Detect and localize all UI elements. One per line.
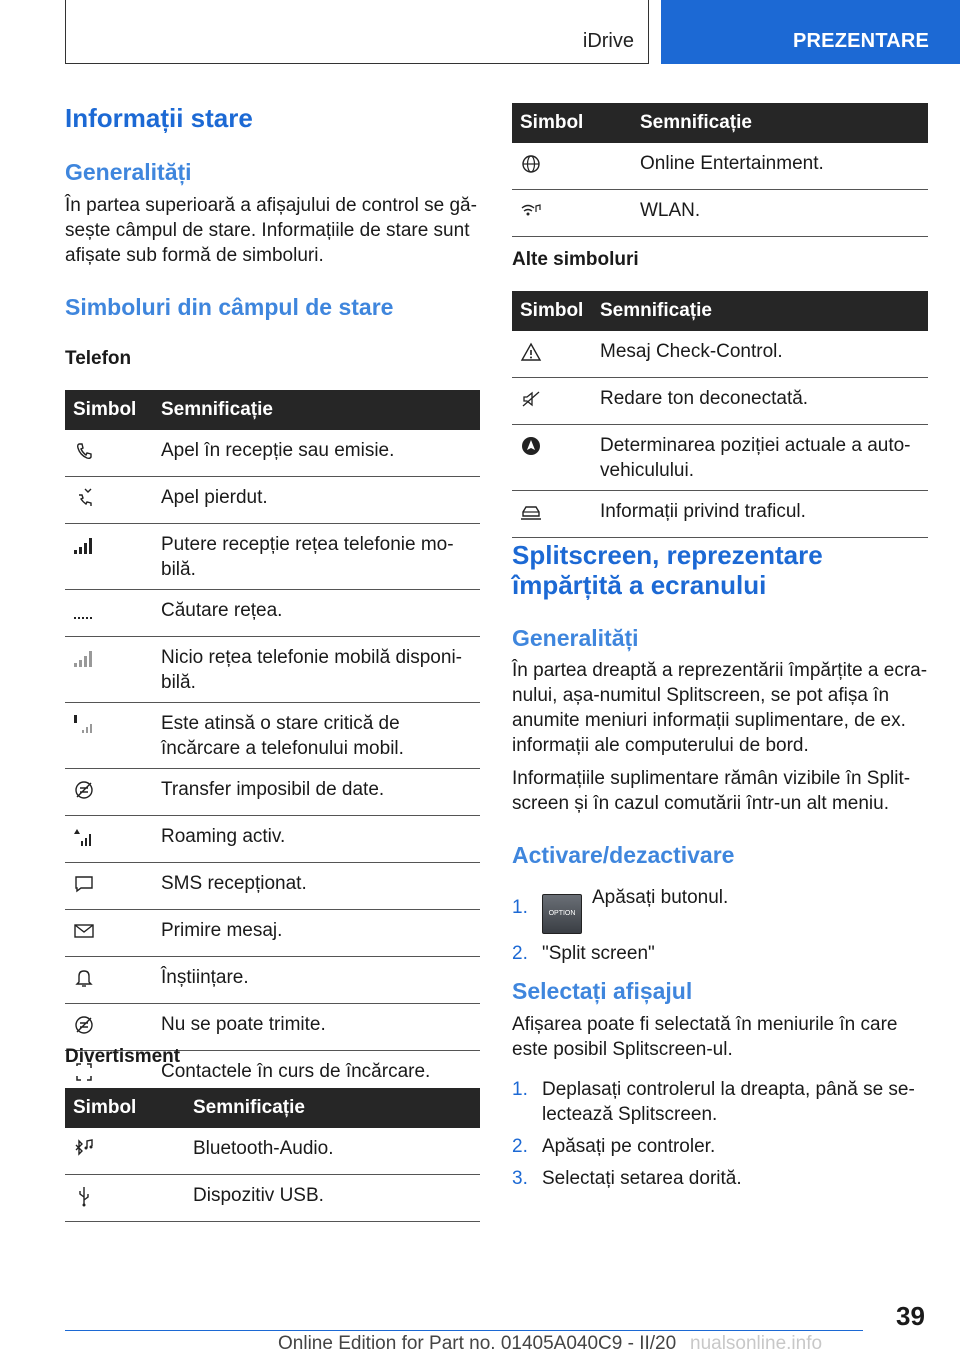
table-row: Online Entertainment. <box>512 143 928 190</box>
table-row: Nicio rețea telefonie mobilă disponi‐bilă. <box>65 637 480 703</box>
envelope-icon <box>73 920 95 942</box>
activation-steps <box>512 885 928 973</box>
general-heading: Generalități <box>65 159 192 185</box>
status-symbols-heading: Simboluri din câmpul de stare <box>65 294 394 320</box>
cannot-send-icon <box>73 1014 95 1036</box>
list-item: 1. OPTIONApăsați butonul. <box>512 885 928 934</box>
list-item: 1. Deplasați controlerul la dreapta, până se se‐lectează Splitscreen. <box>512 1079 915 1125</box>
col-meaning-header: Semnificație <box>153 390 480 430</box>
table-row: Bluetooth-Audio. <box>65 1128 480 1175</box>
table-row: Redare ton deconectată. <box>512 378 928 425</box>
table-row: Mesaj Check-Control. <box>512 331 928 378</box>
usb-icon <box>73 1185 95 1207</box>
bell-icon <box>73 967 95 989</box>
footer-edition: Online Edition for Part no. 01405A040C9 - II/20 <box>278 1333 677 1354</box>
list-item: 2. Apăsați pe controler. <box>512 1136 716 1157</box>
battery-critical-icon <box>73 713 95 735</box>
online-entertainment-icon <box>520 153 542 175</box>
speaker-muted-icon <box>520 388 542 410</box>
traffic-car-icon <box>520 501 542 523</box>
col-meaning-header: Semnificație <box>632 103 928 143</box>
header-section-label: iDrive <box>582 30 634 52</box>
col-meaning-header: Semnificație <box>185 1088 480 1128</box>
split-general-heading: Generalități <box>512 625 639 651</box>
missed-call-icon <box>73 487 95 509</box>
select-display-heading: Selectați afișajul <box>512 978 693 1004</box>
splitscreen-title: Splitscreen, reprezentare împărțită a ecranului <box>512 540 823 600</box>
header-chapter-label: PREZENTARE <box>793 30 930 52</box>
page-number: 39 <box>896 1301 925 1331</box>
header-chapter-tab <box>661 0 960 64</box>
bluetooth-audio-icon <box>73 1138 95 1160</box>
split-text-2: Informațiile suplimentare rămân vizibile în Split‐screen și în cazul comutării într-un alt meniu. <box>512 768 911 814</box>
col-meaning-header: Semnificație <box>592 291 928 331</box>
table-row: Contactele în curs de încărcare. <box>65 1051 480 1098</box>
split-text-1: În partea dreaptă a reprezentării împărțite a ecra‐nului, așa-numitul Splitscreen, se pot afișa în anumite meniuri informații suplimentare, de ex. informații ale computerului de bord. <box>512 660 928 756</box>
select-display-text: Afișarea poate fi selectată în meniurile în care este posibil Splitscreen-ul. <box>512 1014 898 1060</box>
list-item: 3. Selectați setarea dorită. <box>512 1168 742 1189</box>
table-row: Nu se poate trimite. <box>65 1004 480 1051</box>
select-steps <box>512 1077 928 1198</box>
table-row: Primire mesaj. <box>65 910 480 957</box>
col-symbol-header: Simbol <box>512 291 592 331</box>
wlan-icon <box>520 200 542 222</box>
activation-heading: Activare/dezactivare <box>512 842 735 868</box>
online-symbol-table <box>512 103 928 237</box>
no-data-transfer-icon <box>73 779 95 801</box>
sms-icon <box>73 873 95 895</box>
phone-handset-icon <box>73 440 95 462</box>
warning-triangle-icon <box>520 341 542 363</box>
general-text: În partea superioară a afișajului de control se gă‐sește câmpul de stare. Informațiile de stare sunt afișate sub formă de simboluri. <box>65 195 477 266</box>
table-row: Putere recepție rețea telefonie mo‐bilă. <box>65 524 480 590</box>
table-row: Este atinsă o stare critică de încărcare a telefonului mobil. <box>65 703 480 769</box>
col-symbol-header: Simbol <box>512 103 632 143</box>
other-symbol-table <box>512 291 928 538</box>
no-signal-icon <box>73 647 95 669</box>
table-row: Dispozitiv USB. <box>65 1175 480 1222</box>
header-section-box <box>65 0 649 64</box>
table-row: Apel pierdut. <box>65 477 480 524</box>
table-row: WLAN. <box>512 190 928 237</box>
position-icon <box>520 435 542 457</box>
table-row: Informații privind traficul. <box>512 491 928 538</box>
table-row: Apel în recepție sau emisie. <box>65 430 480 477</box>
table-row: Înștiințare. <box>65 957 480 1004</box>
phone-symbol-table <box>65 390 480 1098</box>
col-symbol-header: Simbol <box>65 390 153 430</box>
list-item: 2. "Split screen" <box>512 943 655 964</box>
signal-strength-icon <box>73 534 95 556</box>
roaming-icon <box>73 826 95 848</box>
network-search-icon <box>73 600 95 622</box>
table-row: Roaming activ. <box>65 816 480 863</box>
table-row: SMS recepționat. <box>65 863 480 910</box>
entertainment-heading: Divertisment <box>65 1046 181 1067</box>
watermark: nualsonline.info <box>690 1333 823 1354</box>
col-symbol-header: Simbol <box>65 1088 185 1128</box>
entertainment-symbol-table <box>65 1088 480 1222</box>
status-info-title: Informații stare <box>65 103 253 133</box>
table-row: Căutare rețea. <box>65 590 480 637</box>
option-button[interactable]: OPTION <box>542 894 582 934</box>
footer-divider <box>65 1330 863 1331</box>
table-row: Transfer imposibil de date. <box>65 769 480 816</box>
other-symbols-heading: Alte simboluri <box>512 249 639 270</box>
table-row: Determinarea poziției actuale a auto‐vehiculului. <box>512 425 928 491</box>
phone-heading: Telefon <box>65 348 132 369</box>
